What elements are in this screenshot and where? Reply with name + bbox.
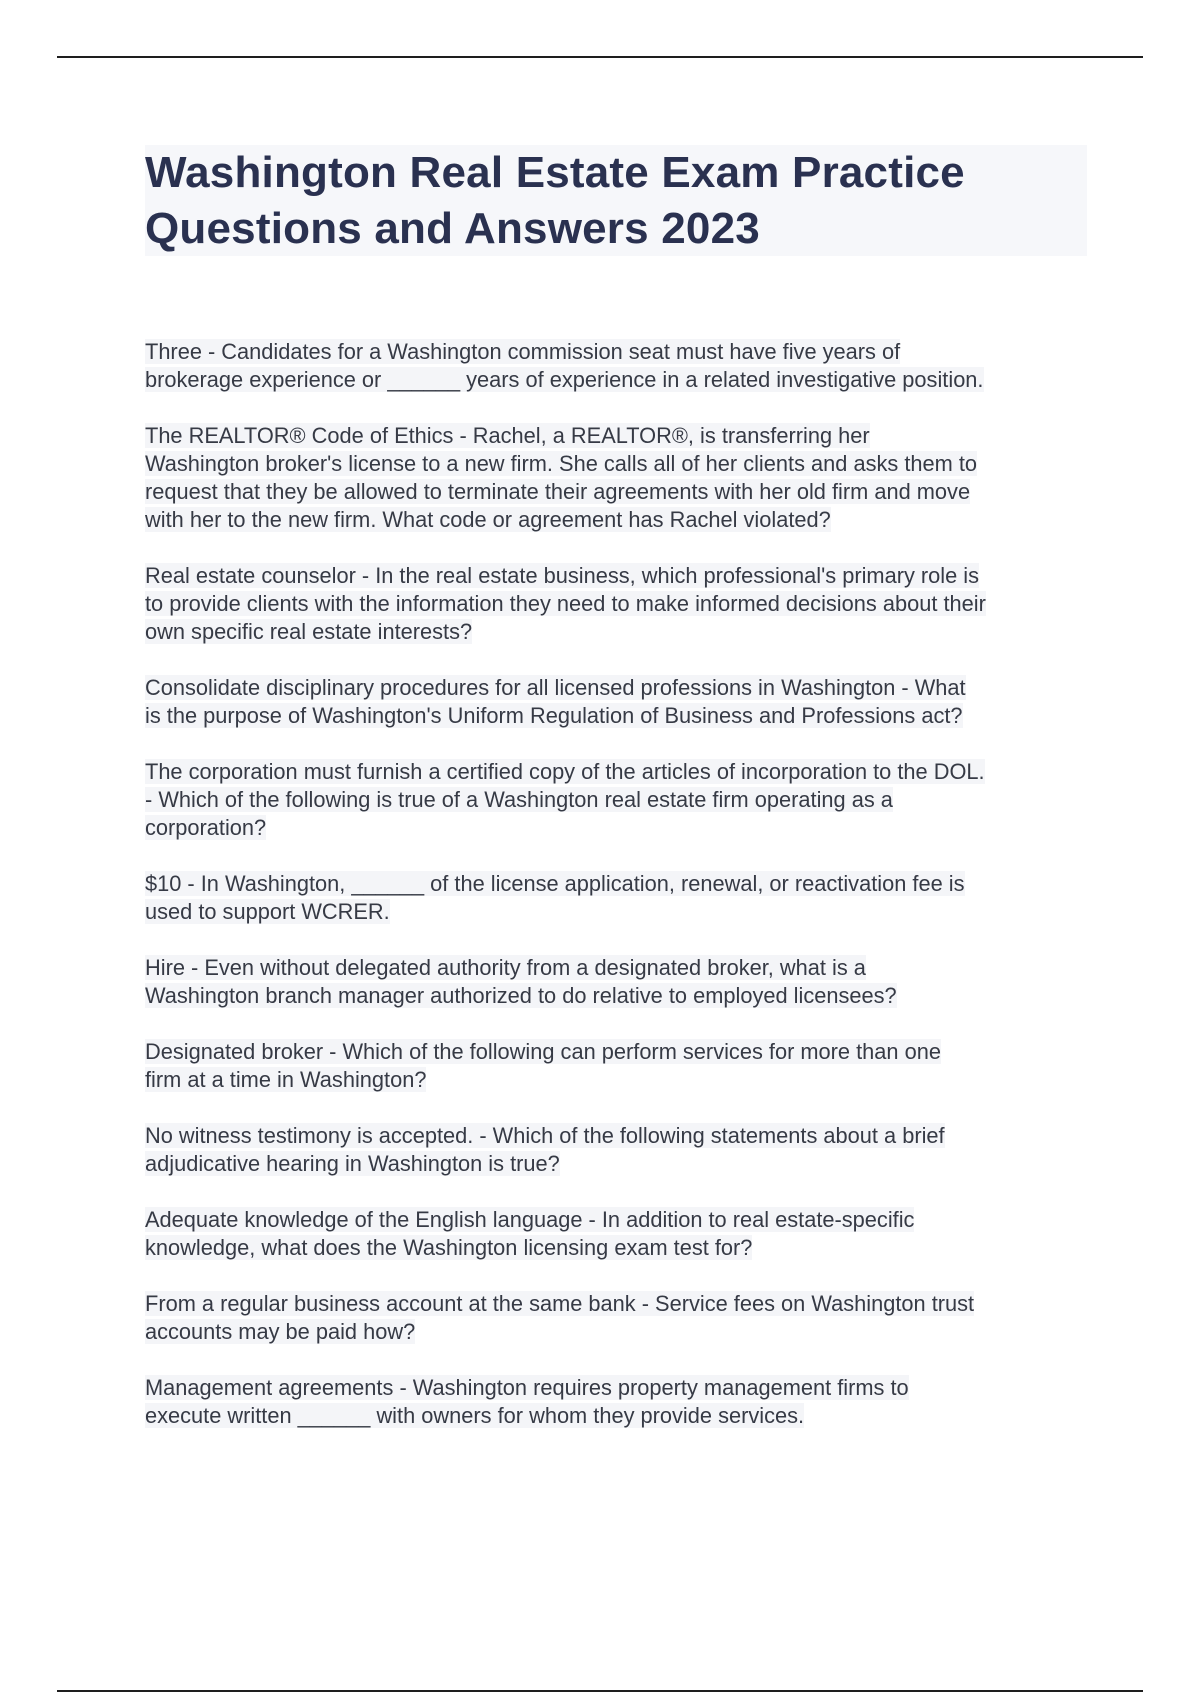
qa-line [145, 1122, 1095, 1150]
qa-line [145, 366, 1095, 394]
qa-item [145, 870, 1095, 926]
qa-item [145, 422, 1095, 534]
qa-item [145, 338, 1095, 394]
qa-line [145, 954, 1095, 982]
qa-line [145, 1038, 1095, 1066]
qa-line-text: accounts may be paid how? [145, 1319, 416, 1344]
qa-line [145, 562, 1095, 590]
qa-line [145, 478, 1095, 506]
qa-line-text: adjudicative hearing in Washington is true? [145, 1151, 560, 1176]
qa-line-text: Washington broker's license to a new firm. She calls all of her clients and asks them to [145, 451, 978, 476]
page-title [145, 145, 1087, 257]
qa-line [145, 1318, 1095, 1346]
qa-line-text: - Which of the following is true of a Washington real estate firm operating as a [145, 787, 893, 812]
qa-line-text: corporation? [145, 815, 267, 840]
qa-line [145, 786, 1095, 814]
title-line: Washington Real Estate Exam Practice [145, 148, 965, 197]
qa-item [145, 1290, 1095, 1346]
qa-line-text: Washington branch manager authorized to do relative to employed licensees? [145, 983, 897, 1008]
qa-line [145, 1234, 1095, 1262]
title-block [145, 145, 1087, 256]
qa-line-text: with her to the new firm. What code or agreement has Rachel violated? [145, 507, 831, 532]
qa-line-text: execute written ______ with owners for whom they provide services. [145, 1403, 805, 1428]
qa-line [145, 1206, 1095, 1234]
qa-item [145, 674, 1095, 730]
qa-line-text: own specific real estate interests? [145, 619, 473, 644]
qa-line-text: $10 - In Washington, ______ of the license application, renewal, or reactivation fee is [145, 871, 965, 896]
qa-line [145, 618, 1095, 646]
qa-line-text: is the purpose of Washington's Uniform Regulation of Business and Professions act? [145, 703, 963, 728]
qa-item [145, 1374, 1095, 1430]
qa-line [145, 1290, 1095, 1318]
bottom-rule [57, 1690, 1143, 1692]
qa-line-text: to provide clients with the information they need to make informed decisions about their [145, 591, 986, 616]
qa-item [145, 954, 1095, 1010]
qa-line [145, 758, 1095, 786]
qa-line-text: The corporation must furnish a certified copy of the articles of incorporation to the DOL. [145, 759, 985, 784]
qa-line [145, 982, 1095, 1010]
qa-line-text: Three - Candidates for a Washington commission seat must have five years of [145, 339, 901, 364]
qa-line [145, 422, 1095, 450]
qa-line-text: No witness testimony is accepted. - Which of the following statements about a brief [145, 1123, 945, 1148]
qa-line-text: knowledge, what does the Washington licensing exam test for? [145, 1235, 753, 1260]
qa-line [145, 450, 1095, 478]
qa-line [145, 1402, 1095, 1430]
qa-line [145, 506, 1095, 534]
qa-line-text: Designated broker - Which of the following can perform services for more than one [145, 1039, 941, 1064]
qa-line-text: firm at a time in Washington? [145, 1067, 427, 1092]
top-rule [57, 56, 1143, 58]
qa-line-text: Real estate counselor - In the real estate business, which professional's primary role is [145, 563, 980, 588]
qa-line-text: Hire - Even without delegated authority from a designated broker, what is a [145, 955, 866, 980]
qa-line-text: used to support WCRER. [145, 899, 390, 924]
qa-item [145, 562, 1095, 646]
qa-item [145, 1122, 1095, 1178]
qa-line-text: brokerage experience or ______ years of experience in a related investigative position. [145, 367, 984, 392]
qa-line-text: Consolidate disciplinary procedures for all licensed professions in Washington - What [145, 675, 966, 700]
qa-item [145, 1038, 1095, 1094]
qa-line [145, 1150, 1095, 1178]
qa-line [145, 814, 1095, 842]
qa-item [145, 1206, 1095, 1262]
qa-line-text: Management agreements - Washington requires property management firms to [145, 1375, 909, 1400]
qa-line [145, 870, 1095, 898]
qa-line-text: Adequate knowledge of the English language - In addition to real estate-specific [145, 1207, 915, 1232]
qa-line [145, 338, 1095, 366]
qa-line [145, 702, 1095, 730]
qa-line [145, 590, 1095, 618]
qa-line [145, 1066, 1095, 1094]
qa-line-text: request that they be allowed to terminate their agreements with her old firm and move [145, 479, 971, 504]
qa-list [145, 338, 1095, 1458]
qa-line [145, 898, 1095, 926]
qa-line [145, 674, 1095, 702]
qa-item [145, 758, 1095, 842]
title-line: Questions and Answers 2023 [145, 204, 760, 253]
qa-line [145, 1374, 1095, 1402]
qa-line-text: The REALTOR® Code of Ethics - Rachel, a REALTOR®, is transferring her [145, 423, 870, 448]
qa-line-text: From a regular business account at the same bank - Service fees on Washington trust [145, 1291, 975, 1316]
